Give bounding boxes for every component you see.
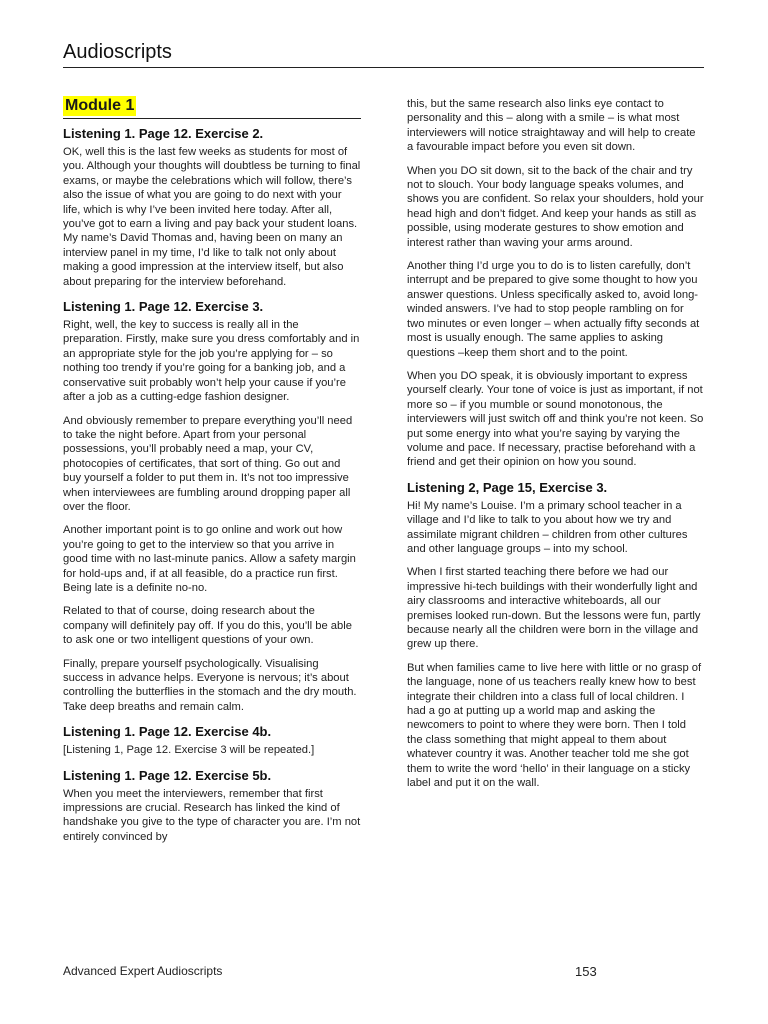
paragraph: When you DO sit down, sit to the back of the chair and try not to slouch. Your body language speaks volumes, and shows you are confident. So relax your shoulders, hold your head high and don’t fidget. And keep your hands as still as possible, using moderate gestures to show emotion and interest rather than waving your arms around. — [407, 164, 704, 249]
page-header — [63, 40, 704, 68]
section-listening-2 — [407, 479, 704, 791]
section-exercise-3 — [63, 298, 361, 714]
section-exercise-2 — [63, 125, 361, 289]
paragraph: Finally, prepare yourself psychologically. Visualising success in advance helps. Everyone is nervous; it’s about controlling the butterflies in the stomach and the dry mouth. Take deep breaths and remain calm. — [63, 657, 357, 713]
paragraph: OK, well this is the last few weeks as students for most of you. Although your thoughts will doubtless be turning to final exams, or maybe the celebrations which will follow, there’s also the issue of what you are going to do next with your life, which is why I’ve been invited here today. After all, you’ve got to earn a living and pay back your student loans. My name’s David Thomas and, having been on many an interview panel in my time, I’d like to talk not only about making a good impression at the interview itself, but also about preparing for the interview beforehand. — [63, 146, 361, 288]
paragraph: But when families came to live here with little or no grasp of the language, none of us teachers really knew how to best integrate their children into a class full of local children. I had a go at putting up a world map and asking the newcomers to point to where they were born. Then I told the class something that might appeal to them about whatever country it was. Another teacher told me she got them to write the word ‘hello’ in their language on a sticky label and put it on the wall. — [407, 661, 702, 790]
paragraph: Hi! My name’s Louise. I’m a primary school teacher in a village and I’d like to talk to you about how we try and assimilate migrant children – children from other cultures and other language groups – into my school. — [407, 499, 688, 555]
page-number: 153 — [575, 964, 597, 979]
paragraph: Another important point is to go online and work out how you’re going to get to the interview so that you arrive in good time with no last-minute panics. Allow a safety margin for hold-ups and, if at all feasible, do a practice run first. Being late is a definite no-no. — [63, 524, 356, 594]
paragraph: When you meet the interviewers, remember that first impressions are crucial. Research has linked the kind of handshake you give to the type of character you are. I’m not entirely convinced by — [63, 787, 361, 843]
paragraph: When you DO speak, it is obviously important to express yourself clearly. Your tone of voice is just as important, if not more so – if you mumble or sound monotonous, the interviewers will just switch off and think you’re not keen. So put some energy into what you’re saying by varying the volume and pace. If necessary, practise beforehand with a friend and get their opinion on how you sound. — [407, 369, 704, 469]
right-column — [407, 97, 704, 799]
section-heading: Listening 1. Page 12. Exercise 5b. — [63, 767, 272, 783]
section-exercise-4b — [63, 723, 361, 757]
page-title: Audioscripts — [63, 41, 172, 63]
section-heading: Listening 1. Page 12. Exercise 4b. — [63, 724, 272, 740]
section-exercise-5b — [63, 767, 361, 845]
module-title: Module 1 — [65, 97, 135, 114]
footer-title: Advanced Expert Audioscripts — [63, 964, 223, 978]
module-heading-rule — [63, 96, 361, 119]
paragraph: When I first started teaching there before we had our impressive hi-tech buildings with their wonderfully light and airy classrooms and interactive whiteboards, all our premises looked run-down. But the lessons were fun, partly because nearly all the children were born in the village and grew up there. — [407, 566, 701, 651]
section-heading: Listening 1. Page 12. Exercise 2. — [63, 126, 264, 141]
paragraph: [Listening 1, Page 12. Exercise 3 will be repeated.] — [63, 744, 315, 757]
paragraph: Another thing I’d urge you to do is to listen carefully, don’t interrupt and be prepared to give some thought to how you answer questions. Unless specifically asked to, avoid long-winded answers. I’ve had to stop people rambling on for two minutes or even longer – when actually fifty seconds at most is usually enough. The same applies to asking questions –keep them short and to the point. — [407, 260, 700, 359]
paragraph: And obviously remember to prepare everything you’ll need to take the night before. Apart from your personal possessions, you’ll probably need a map, your CV, photocopies of certificates, that sort of thing. Go out and buy yourself a folder to put them in. It’s not too impressive when interviewees are fumbling around dropping paper all over the floor. — [63, 414, 353, 513]
left-column — [63, 96, 361, 853]
section-heading: Listening 2, Page 15, Exercise 3. — [407, 479, 608, 495]
paragraph: Related to that of course, doing research about the company will definitely pay off. If you do this, you’ll be able to ask one or two intelligent questions of your own. — [63, 605, 352, 647]
paragraph: Right, well, the key to success is really all in the preparation. Firstly, make sure you dress comfortably and in an appropriate style for the job you’re applying for – so nothing too trendy if you’re going for a banking job, and a conservative suit probably won’t help your cause if you’re after a job as a cutting-edge fashion designer. — [63, 319, 360, 404]
paragraph: this, but the same research also links eye contact to personality and this – along with a smile – is what most interviewers will notice straightaway and will help to create a favourable impact before you even sit down. — [407, 98, 696, 154]
section-heading: Listening 1. Page 12. Exercise 3. — [63, 299, 264, 315]
